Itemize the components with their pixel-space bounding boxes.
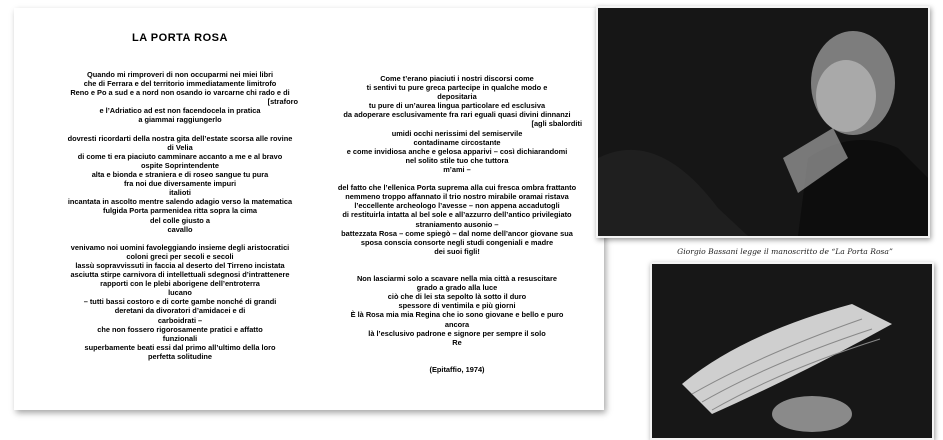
poem-line: Reno e Po a sud e a nord non osando io varcarne chi rado e di <box>70 88 290 98</box>
poem-line: ancora <box>444 319 470 329</box>
poem-line: – tutti bassi costoro e di corte gambe nonché di grandi <box>83 297 277 307</box>
poem-line: grado a grado alla luce <box>416 283 498 293</box>
poem-line: spessore di ventimila e più giorni <box>398 301 516 311</box>
poem-line: depositaria <box>437 92 477 102</box>
poem-line: ciò che di lei sta sepolto là sotto il duro <box>387 292 527 302</box>
poem-line: carboidrati – <box>157 315 203 325</box>
poem-line: incantata in ascolto mentre salendo adagio verso la matematica <box>67 197 293 207</box>
poem-line: deretani da divoratori d’amidacei e di <box>114 306 246 316</box>
poem-line: ti sentivi tu pure greca partecipe in qualche modo e <box>366 83 548 93</box>
poem-column-left <box>62 70 298 361</box>
poem-line: venivamo noi uomini favoleggiando insieme degli aristocratici <box>70 242 290 252</box>
poem-line <box>332 356 582 365</box>
photo-caption: Giorgio Bassani legge il manoscritto de “La Porta Rosa” <box>677 247 893 256</box>
poem-line: dovresti ricordarti della nostra gita dell’estate scorsa alle rovine <box>67 133 293 143</box>
poem-line: che di Ferrara e del territorio immediatamente limitrofo <box>83 79 277 89</box>
poem-line <box>62 125 298 134</box>
poem-line: ospite Soprintendente <box>140 160 220 170</box>
poem-line: contadiname circostante <box>413 137 501 147</box>
poem-line: fulgida Porta parmenidea ritta sopra la cima <box>102 206 258 216</box>
poem-line <box>62 234 298 243</box>
poem-line: straniamento ausonio – <box>415 219 499 229</box>
poem-line: lucano <box>168 288 192 298</box>
poem-line: [agli sbalorditi <box>531 119 582 129</box>
poem-line: del colle giusto a <box>150 215 210 225</box>
poem-line: (Epitaffio, 1974) <box>429 365 485 374</box>
poem-line: umidi occhi nerissimi del semiservile <box>391 128 523 138</box>
poem-line: battezzata Rosa – come spiegò – dal nome dell’ancor giovane sua <box>341 228 573 238</box>
poem-line: nemmeno troppo affannato il trio nostro mirabile oramai ristava <box>345 192 569 202</box>
poem-line: superbamente beati essi dal primo all’ultimo della loro <box>84 342 276 352</box>
poem-line: Quando mi rimproveri di non occuparmi nei miei libri <box>86 70 274 79</box>
poem-line: là l’esclusivo padrone e signore per sempre il solo <box>368 328 546 338</box>
poem-line: cavallo <box>167 224 193 234</box>
poem-line: fra noi due diversamente impuri <box>123 179 237 189</box>
poem-line: asciutta stirpe carnivora di intellettuali sdegnosi d’intrattenere <box>70 270 290 280</box>
poem-line: È là Rosa mia mia Regina che io sono giovane e bello e puro <box>350 310 564 320</box>
poem-line: nel solito stile tuo che tuttora <box>405 155 509 165</box>
poem-column-right <box>332 74 582 374</box>
poem-line: di restituirla intatta al bel sole e all’azzurro dell’antico privilegiato <box>342 210 572 220</box>
poem-line: dei suoi figli! <box>434 246 480 256</box>
poem-line <box>332 256 582 265</box>
poem-line <box>332 347 582 356</box>
poem-line: del fatto che l’ellenica Porta suprema alla cui fresca ombra frattanto <box>337 183 577 193</box>
poem-line: Come t’erano piaciuti i nostri discorsi come <box>380 74 534 83</box>
photo-manuscript <box>650 262 934 440</box>
poem-line: l’eccellente archeologo l’avesse – non appena accadutogli <box>354 201 560 211</box>
poem-title: LA PORTA ROSA <box>132 32 228 44</box>
poem-line: italioti <box>169 188 191 198</box>
poem-line: di Velia <box>167 142 193 152</box>
poem-line: sposa conscia consorte negli studi congeniali e madre <box>360 237 554 247</box>
poem-line <box>332 265 582 274</box>
poem-line: m’ami – <box>443 164 471 174</box>
poem-line: tu pure di un’aurea lingua particolare ed esclusiva <box>368 101 546 111</box>
poem-line: coloni greci per secoli e secoli <box>126 251 234 261</box>
poem-line: a giammai raggiungerlo <box>138 115 222 125</box>
poem-line: funzionali <box>162 333 198 343</box>
poem-line: che non fossero rigorosamente pratici e affatto <box>97 324 263 334</box>
poem-line: perfetta solitudine <box>147 351 213 361</box>
photo-bassani-reading-image <box>598 8 928 236</box>
poem-line: e l’Adriatico ad est non facendocela in pratica <box>99 106 261 116</box>
poem-line: Re <box>452 337 462 347</box>
poem-line: Non lasciarmi solo a scavare nella mia città a resuscitare <box>356 274 558 284</box>
poem-line: rapporti con le plebi aborigene dell’entroterra <box>100 279 260 289</box>
poem-line: alta e bionda e straniera e di roseo sangue tu pura <box>91 170 269 180</box>
poem-line: lassù sopravvissuti in faccia al deserto del Tirreno incistata <box>75 260 285 270</box>
poem-page <box>14 8 604 410</box>
photo-manuscript-image <box>652 264 932 438</box>
poem-line: [straforo <box>267 97 298 107</box>
poem-line: da adoperare esclusivamente fra rari eguali quasi divini dinnanzi <box>343 110 571 120</box>
poem-line: di come ti era piaciuto camminare accanto a me e al bravo <box>77 151 283 161</box>
photo-bassani-reading <box>596 6 930 238</box>
poem-line <box>332 174 582 183</box>
poem-line: e come invidiosa anche e gelosa apparivi – così dichiarandomi <box>346 146 568 156</box>
